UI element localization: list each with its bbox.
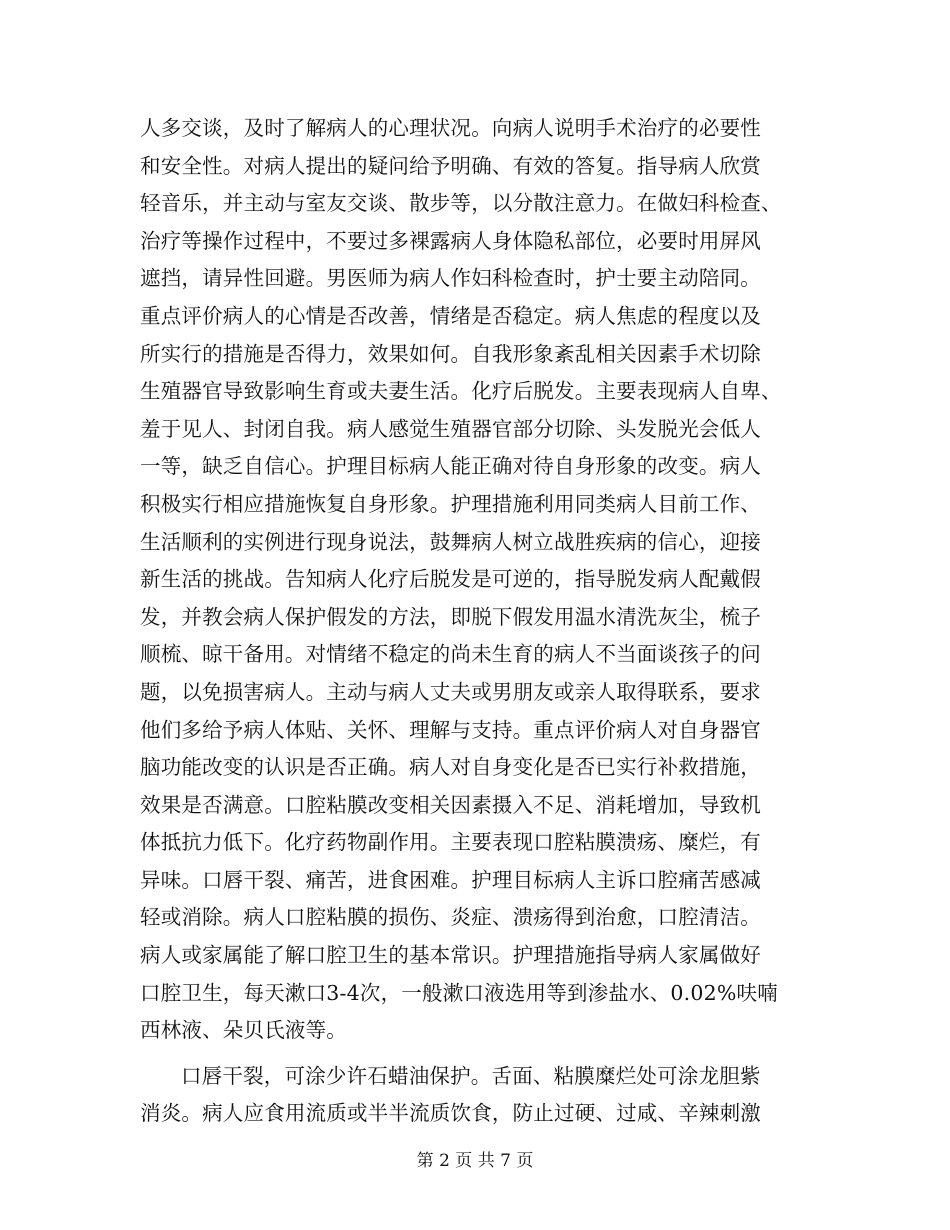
- text-line: 所实行的措施是否得力，效果如何。自我形象紊乱相关因素手术切除: [140, 341, 761, 366]
- text-line: 体抵抗力低下。化疗药物副作用。主要表现口腔粘膜溃疡、糜烂，有: [140, 830, 761, 855]
- text-line: 羞于见人、封闭自我。病人感觉生殖器官部分切除、头发脱光会低人: [140, 416, 761, 441]
- page-number-footer: 第 2 页 共 7 页: [416, 1151, 534, 1171]
- paragraph-spacer: [140, 1050, 810, 1058]
- text-line: 病人或家属能了解口腔卫生的基本常识。护理措施指导病人家属做好: [140, 943, 761, 968]
- text-line: 他们多给予病人体贴、关怀、理解与支持。重点评价病人对自身器官: [140, 717, 761, 742]
- text-line: 一等，缺乏自信心。护理目标病人能正确对待自身形象的改变。病人: [140, 454, 761, 479]
- text-line: 效果是否满意。口腔粘膜改变相关因素摄入不足、消耗增加，导致机: [140, 792, 761, 817]
- text-line: 生殖器官导致影响生育或夫妻生活。化疗后脱发。主要表现病人自卑、: [140, 379, 782, 404]
- text-line: 轻或消除。病人口腔粘膜的损伤、炎症、溃疡得到治愈，口腔清洁。: [140, 905, 761, 930]
- text-line: 遮挡，请异性回避。男医师为病人作妇科检查时，护士要主动陪同。: [140, 266, 761, 291]
- text-line: 顺梳、晾干备用。对情绪不稳定的尚未生育的病人不当面谈孩子的问: [140, 642, 761, 667]
- text-line: 新生活的挑战。告知病人化疗后脱发是可逆的，指导脱发病人配戴假: [140, 567, 761, 592]
- text-line: 西林液、朵贝氏液等。: [140, 1018, 347, 1043]
- text-line: 轻音乐，并主动与室友交谈、散步等，以分散注意力。在做妇科检查、: [140, 191, 782, 216]
- text-line: 口腔卫生，每天漱口3-4次，一般漱口液选用等到渗盐水、0.02%呋喃: [140, 980, 778, 1005]
- text-line: 异味。口唇干裂、痛苦，进食困难。护理目标病人主诉口腔痛苦感减: [140, 867, 761, 892]
- text-line: 脑功能改变的认识是否正确。病人对自身变化是否已实行补救措施，: [140, 755, 761, 780]
- text-line: 和安全性。对病人提出的疑问给予明确、有效的答复。指导病人欣赏: [140, 153, 761, 178]
- text-line: 口唇干裂，可涂少许石蜡油保护。舌面、粘膜糜烂处可涂龙胆紫: [181, 1063, 761, 1088]
- text-line: 发，并教会病人保护假发的方法，即脱下假发用温水清洗灰尘，梳子: [140, 604, 761, 629]
- paragraph-2: [140, 1058, 810, 1133]
- text-line: 治疗等操作过程中，不要过多裸露病人身体隐私部位，必要时用屏风: [140, 228, 761, 253]
- text-line: 人多交谈，及时了解病人的心理状况。向病人说明手术治疗的必要性: [140, 116, 761, 140]
- text-line: 题，以免损害病人。主动与病人丈夫或男朋友或亲人取得联系，要求: [140, 679, 761, 704]
- body-text: [140, 110, 810, 1133]
- text-line: 积极实行相应措施恢复自身形象。护理措施利用同类病人目前工作、: [140, 491, 761, 516]
- text-line: 消炎。病人应食用流质或半半流质饮食，防止过硬、过咸、辛辣刺激: [140, 1101, 761, 1126]
- text-line: 生活顺利的实例进行现身说法，鼓舞病人树立战胜疾病的信心，迎接: [140, 529, 761, 554]
- text-line: 重点评价病人的心情是否改善，情绪是否稳定。病人焦虑的程度以及: [140, 303, 761, 328]
- paragraph-1: [140, 110, 810, 1050]
